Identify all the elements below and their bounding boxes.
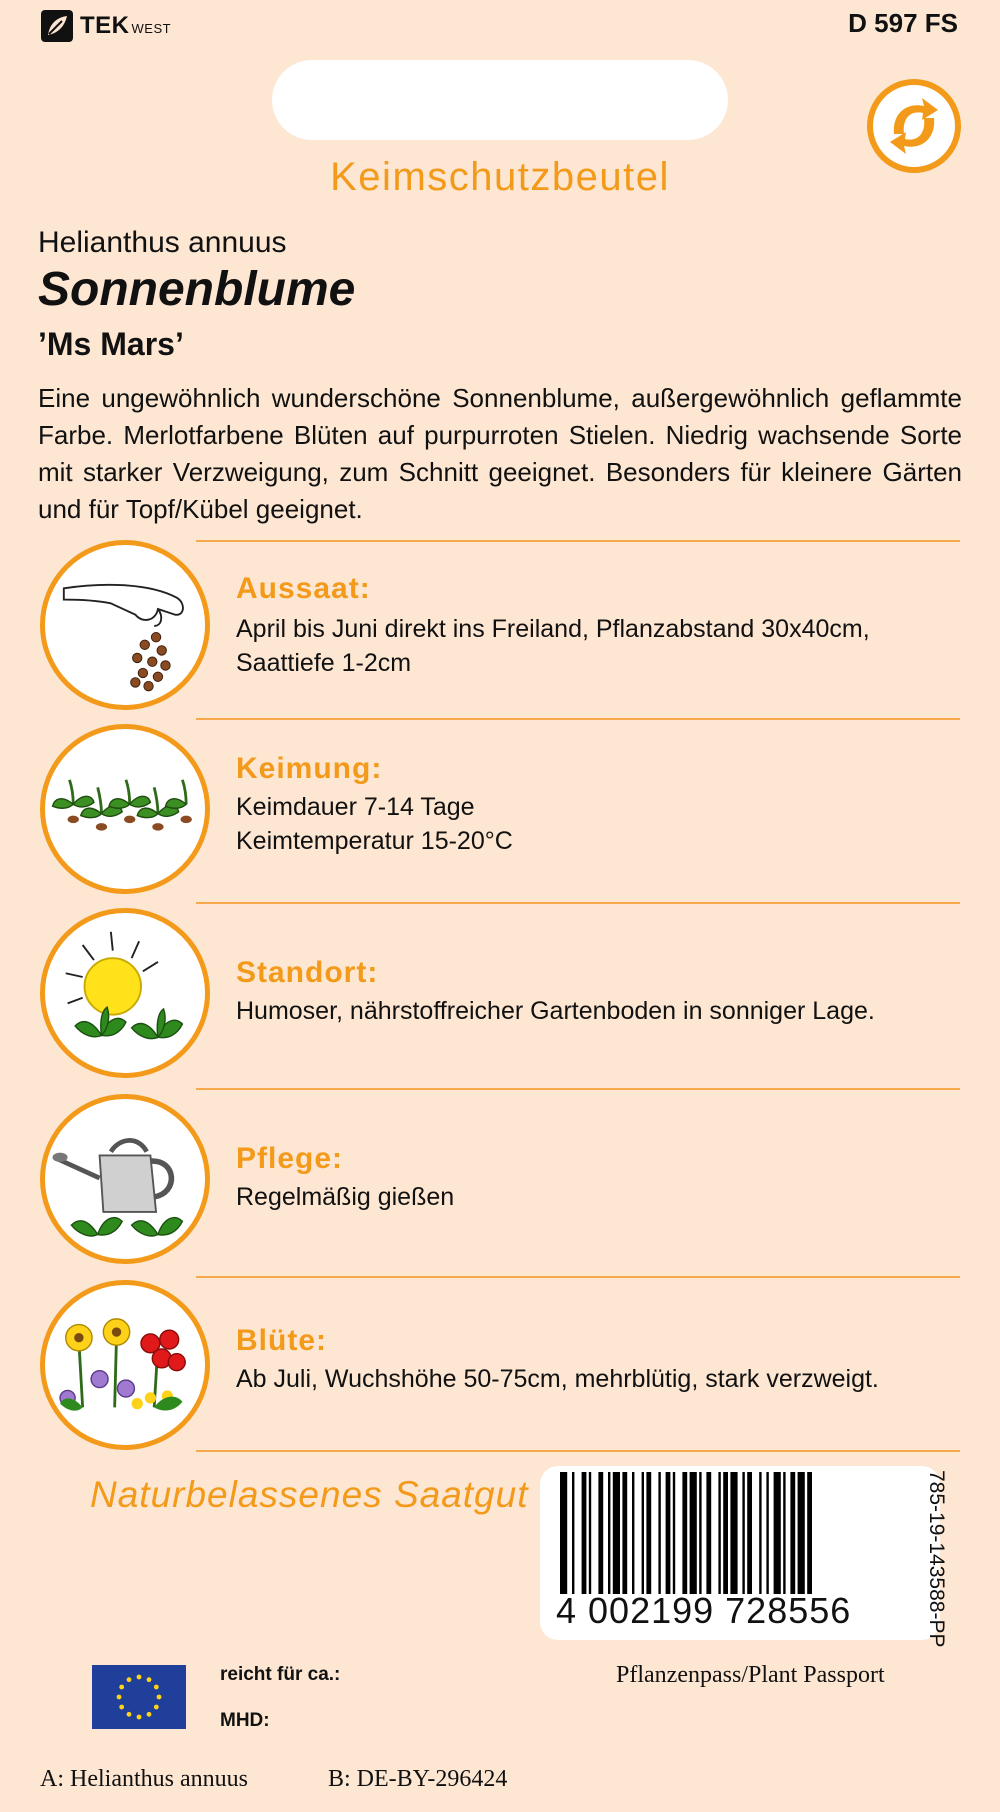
variety-name: ’Ms Mars’	[38, 326, 184, 362]
barcode-bar	[730, 1472, 737, 1594]
barcode-bar	[582, 1472, 587, 1594]
seed-sowing-icon	[40, 540, 210, 710]
barcode-bar	[774, 1472, 781, 1594]
eu-star	[119, 1685, 124, 1690]
barcode-bar	[790, 1472, 795, 1594]
section-text-aussaat: April bis Juni direkt ins Freiland, Pflanzabstand 30x40cm, Saattiefe 1-2cm	[236, 615, 870, 677]
reicht-label: reicht für ca.:	[220, 1664, 341, 1685]
barcode-bar	[632, 1472, 634, 1594]
barcode-bar	[766, 1472, 768, 1594]
barcode-number: 4 002199 728556	[556, 1590, 852, 1631]
divider	[196, 540, 960, 542]
section-text-pflege: Regelmäßig gießen	[236, 1183, 455, 1211]
barcode	[556, 1472, 926, 1594]
section-title-keimung: Keimung:	[236, 752, 383, 785]
eu-star	[127, 1712, 132, 1717]
plant-passport-label: Pflanzenpass/Plant Passport	[616, 1662, 885, 1688]
blank-label-area	[272, 60, 728, 140]
barcode-bar	[613, 1472, 620, 1594]
passport-a: A: Helianthus annuus	[40, 1766, 248, 1792]
eu-star	[154, 1685, 159, 1690]
section-title-standort: Standort:	[236, 956, 379, 989]
section-title-bluete: Blüte:	[236, 1324, 327, 1357]
brand-sub: WEST	[131, 21, 172, 36]
divider	[196, 1088, 960, 1090]
section-title-aussaat: Aussaat:	[236, 572, 371, 605]
barcode-bar	[798, 1472, 805, 1594]
eu-star	[119, 1705, 124, 1710]
divider	[196, 902, 960, 904]
barcode-bar	[723, 1472, 728, 1594]
barcode-bar	[560, 1472, 567, 1594]
barcode-bar	[747, 1472, 752, 1594]
barcode-bar	[718, 1472, 720, 1594]
section-text-bluete: Ab Juli, Wuchshöhe 50-75cm, mehrblütig, stark verzweigt.	[236, 1365, 879, 1393]
flowers-icon	[40, 1280, 210, 1450]
barcode-bar	[759, 1472, 761, 1594]
barcode-bar	[589, 1472, 591, 1594]
brand-logo	[40, 8, 171, 44]
eu-flag-icon	[92, 1665, 186, 1729]
passport-b: B: DE-BY-296424	[328, 1766, 508, 1792]
side-code-text: 785-19-143588-PP	[925, 1470, 948, 1648]
eu-star	[137, 1715, 142, 1720]
product-code: D 597 FS	[848, 8, 958, 38]
barcode-bar	[742, 1472, 744, 1594]
latin-name: Helianthus annuus	[38, 226, 287, 259]
seedlings-icon	[40, 724, 210, 894]
sun-location-icon	[40, 908, 210, 1078]
barcode-bar	[666, 1472, 671, 1594]
packet-type: Keimschutzbeutel	[330, 155, 670, 199]
barcode-bar	[690, 1472, 697, 1594]
section-text-standort: Humoser, nährstoffreicher Gartenboden in sonniger Lage.	[236, 997, 875, 1025]
barcode-bar	[646, 1472, 651, 1594]
divider	[196, 1450, 960, 1452]
plant-name: Sonnenblume	[38, 263, 356, 316]
barcode-bar	[682, 1472, 687, 1594]
barcode-bar	[699, 1472, 701, 1594]
brand-main: TEK	[80, 12, 130, 39]
eu-star	[127, 1677, 132, 1682]
barcode-bar	[608, 1472, 610, 1594]
mhd-label: MHD:	[220, 1710, 270, 1731]
eu-star	[147, 1712, 152, 1717]
eu-star	[147, 1677, 152, 1682]
side-code	[920, 1470, 950, 1666]
barcode-bar	[658, 1472, 660, 1594]
section-title-pflege: Pflege:	[236, 1142, 344, 1175]
barcode-bar	[622, 1472, 627, 1594]
barcode-bar	[673, 1472, 675, 1594]
barcode-bar	[807, 1472, 812, 1594]
section-text-keimdauer: Keimdauer 7-14 Tage	[236, 793, 475, 821]
eu-star	[157, 1695, 162, 1700]
barcode-bar	[598, 1472, 603, 1594]
divider	[196, 1276, 960, 1278]
barcode-bar	[642, 1472, 644, 1594]
watering-can-icon	[40, 1094, 210, 1264]
barcode-bar	[783, 1472, 785, 1594]
description: Eine ungewöhnlich wunderschöne Sonnenblume, außergewöhnlich geflammte Farbe. Merlotfarbene Blüten auf purpurroten Stielen. Niedrig wachsende Sorte mit starker Verzweigung, zum Schnitt geeignet. Besonders für kleinere Gärten und für Topf/Kübel geeignet.	[38, 383, 962, 524]
leaf-logo-icon	[40, 9, 74, 43]
eu-star	[154, 1705, 159, 1710]
divider	[196, 718, 960, 720]
tagline: Naturbelassenes Saatgut	[90, 1474, 529, 1515]
section-text-keimtemperatur: Keimtemperatur 15-20°C	[236, 827, 513, 855]
eu-star	[137, 1675, 142, 1680]
barcode-bar	[572, 1472, 574, 1594]
barcode-bar	[706, 1472, 711, 1594]
eu-star	[117, 1695, 122, 1700]
